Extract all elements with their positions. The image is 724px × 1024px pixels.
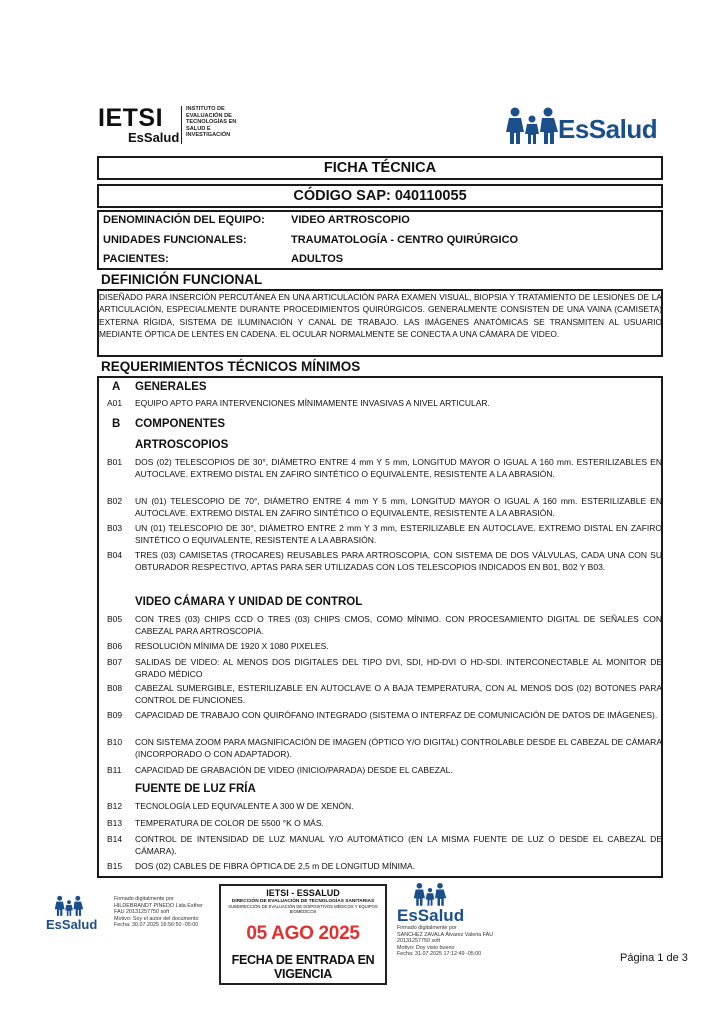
item-text: SALIDAS DE VIDEO: AL MENOS DOS DIGITALES DEL TIPO DVI, SDI, HD-DVI O HD-SDI. INTERCONECTABLE AL MONITOR DE GRADO MÉDICO [135, 657, 662, 679]
units-value: TRAUMATOLOGÍA - CENTRO QUIRÚRGICO [291, 234, 519, 246]
item-code: B10 [107, 737, 123, 747]
item-code: B15 [107, 861, 123, 871]
section-b-letter: B [112, 418, 121, 430]
item-code: B01 [107, 457, 123, 467]
definition-heading: DEFINICIÓN FUNCIONAL [101, 272, 263, 287]
family-icon [506, 106, 558, 146]
ietsi-divider [181, 106, 182, 144]
stamp-subheader: DIRECCIÓN DE EVALUACIÓN DE TECNOLOGÍAS SANITARIAS [231, 899, 375, 904]
ietsi-essalud-wordmark: EsSalud [128, 130, 180, 145]
stamp-header: IETSI - ESSALUD [266, 888, 340, 898]
item-code: B03 [107, 523, 123, 533]
equipment-info-box [97, 210, 663, 270]
item-code: B14 [107, 834, 123, 844]
item-text: TEMPERATURA DE COLOR DE 5500 °K O MÁS. [135, 818, 324, 828]
ietsi-logo [98, 104, 278, 146]
signature-right: Firmado digitalmente por SANCHEZ ZAVALA Álvarez Valeria FAU 20131257750 soft Motivo: Doy visto bueno Fecha: 31.07.2025 17:12:49 -05:00 [397, 925, 494, 958]
sap-code: CÓDIGO SAP: 040110055 [97, 184, 663, 208]
item-code: B05 [107, 614, 123, 624]
item-code: B08 [107, 683, 123, 693]
section-b-title: COMPONENTES [135, 418, 226, 430]
item-text: CAPACIDAD DE TRABAJO CON QUIRÓFANO INTEGRADO (SISTEMA O INTERFAZ DE COMUNICACIÓN DE DATOS DE IMÁGENES). [135, 710, 658, 720]
definition-text: DISEÑADO PARA INSERCIÓN PERCUTÁNEA EN UNA ARTICULACIÓN PARA EXAMEN VISUAL, BIOPSIA Y TRATAMIENTO DE LESIONES DE LA ARTICULACIÓN, ESPECIALMENTE DURANTE PROCEDIMIENTOS QUIRÚRGICOS. GENERALMENTE CONSISTEN DE UNA VAINA (CAMISETA) EXTERNA RÍGIDA, SISTEMA DE ILUMINACIÓN Y CANAL DE TRABAJO. LAS IMÁGENES ANATÓMICAS SE TRANSMITEN AL USUARIO MEDIANTE ÓPTICA DE LENTES EN CADENA. EL OCULAR NORMALMENTE SE CONECTA A UNA CÁMARA DE VIDEO. [99, 292, 662, 340]
patients-label: PACIENTES: [103, 253, 169, 265]
stamp-subdirectorate: SUBDIRECCIÓN DE EVALUACIÓN DE DISPOSITIVOS MÉDICOS Y EQUIPOS BIOMÉDICOS [228, 904, 378, 914]
item-text: TECNOLOGÍA LED EQUIVALENTE A 300 W DE XENÓN. [135, 801, 354, 811]
equipment-value: VIDEO ARTROSCOPIO [291, 214, 410, 226]
item-text: CAPACIDAD DE GRABACIÓN DE VIDEO (INICIO/PARADA) DESDE EL CABEZAL. [135, 765, 453, 775]
units-label: UNIDADES FUNCIONALES: [103, 234, 247, 246]
item-text: UN (01) TELESCOPIO DE 70°, DIÁMETRO ENTRE 4 mm Y 5 mm, LONGITUD MAYOR O IGUAL A 160 mm. ESTERILIZABLE EN AUTOCLAVE. EXTREMO DISTAL EN ZAFIRO SINTÉTICO O EQUIVALENTE, RESISTENTE A LA ABRASIÓN. [135, 496, 662, 518]
section-a-title: GENERALES [135, 381, 207, 393]
subsection-video: VIDEO CÁMARA Y UNIDAD DE CONTROL [135, 596, 363, 608]
section-a-letter: A [112, 381, 121, 393]
item-text: CON SISTEMA ZOOM PARA MAGNIFICACIÓN DE IMAGEN (ÓPTICO Y/O DIGITAL) CONTROLABLE DESDE EL CABEZAL DE CÁMARA (INCORPORADO O CON ADAPTADOR). [135, 737, 662, 759]
essalud-footer-logo [46, 895, 96, 940]
item-code: B12 [107, 801, 123, 811]
item-code: B11 [107, 765, 122, 775]
document-title: FICHA TÉCNICA [97, 156, 663, 180]
subsection-artroscopios: ARTROSCOPIOS [135, 439, 229, 451]
ietsi-institute-text: INSTITUTO DE EVALUACIÓN DE TECNOLOGÍAS EN SALUD E INVESTIGACIÓN [186, 106, 237, 139]
equipment-label: DENOMINACIÓN DEL EQUIPO: [103, 214, 265, 226]
item-text: CON TRES (03) CHIPS CCD O TRES (03) CHIPS CMOS, COMO MÍNIMO. CON PROCESAMIENTO DIGITAL DE SEÑALES CON CABEZAL PARA ARTROSCOPIA. [135, 614, 662, 636]
essalud-footer-wordmark: EsSalud [46, 917, 98, 932]
essalud-signature-wordmark: EsSalud [397, 906, 465, 925]
item-code: B06 [107, 641, 123, 651]
ietsi-wordmark: IETSI [98, 104, 164, 132]
family-icon [54, 895, 84, 917]
signature-left: Firmado digitalmente por HILDEBRANDT PINEDO Lida Esther FAU 20131257750 soft Motivo: Soy el autor del documento Fecha: 30.07.2025 16:56:50 -05:00 [114, 896, 203, 929]
item-text: CONTROL DE INTENSIDAD DE LUZ MANUAL Y/O AUTOMÁTICO (EN LA MISMA FUENTE DE LUZ O DESDE EL CABEZAL DE CÁMARA). [135, 834, 662, 856]
item-text: TRES (03) CAMISETAS (TROCARES) REUSABLES PARA ARTROSCOPIA, CON SISTEMA DE DOS VÁLVULAS, CADA UNA CON SU OBTURADOR RESPECTIVO, APTAS PARA SER UTILIZADAS CON LOS TELESCOPIOS INDICADOS EN B01, B02 Y B03. [135, 550, 662, 572]
requirements-heading: REQUERIMIENTOS TÉCNICOS MÍNIMOS [101, 359, 361, 374]
essalud-signature-logo [397, 882, 467, 926]
item-text: DOS (02) CABLES DE FIBRA ÓPTICA DE 2,5 m DE LONGITUD MÍNIMA. [135, 861, 416, 871]
item-text: RESOLUCIÓN MÍNIMA DE 1920 X 1080 PIXELES. [135, 641, 329, 651]
family-icon [413, 882, 447, 907]
item-text: CABEZAL SUMERGIBLE, ESTERILIZABLE EN AUTOCLAVE O A BAJA TEMPERATURA, CON AL MENOS DOS (02) BOTONES PARA CONTROL DE FUNCIONES. [135, 683, 662, 705]
validity-stamp [219, 884, 387, 985]
subsection-luz: FUENTE DE LUZ FRÍA [135, 783, 256, 795]
item-code: B07 [107, 657, 123, 667]
item-text: DOS (02) TELESCOPIOS DE 30°, DIÁMETRO ENTRE 4 mm Y 5 mm, LONGITUD MAYOR O IGUAL A 160 mm. ESTERILIZABLES EN AUTOCLAVE. EXTREMO DISTAL EN ZAFIRO SINTÉTICO O EQUIVALENTE, RESISTENTE A LA ABRASIÓN. [135, 457, 662, 479]
item-text: EQUIPO APTO PARA INTERVENCIONES MÍNIMAMENTE INVASIVAS A NIVEL ARTICULAR. [135, 398, 490, 408]
item-code: B04 [107, 550, 123, 560]
essalud-logo [506, 104, 664, 146]
item-code: A01 [107, 398, 123, 408]
item-text: UN (01) TELESCOPIO DE 30°, DIÁMETRO ENTRE 2 mm Y 3 mm, ESTERILIZABLE EN AUTOCLAVE. EXTREMO DISTAL EN ZAFIRO SINTÉTICO O EQUIVALENTE, RESISTENTE A LA ABRASIÓN. [135, 523, 662, 545]
stamp-caption: FECHA DE ENTRADA EN VIGENCIA [231, 953, 375, 981]
stamp-date: 05 AGO 2025 [246, 923, 360, 944]
essalud-wordmark: EsSalud [558, 114, 658, 144]
page-number: Página 1 de 3 [620, 952, 688, 964]
item-code: B13 [107, 818, 123, 828]
item-code: B02 [107, 496, 123, 506]
item-code: B09 [107, 710, 123, 720]
patients-value: ADULTOS [291, 253, 344, 265]
